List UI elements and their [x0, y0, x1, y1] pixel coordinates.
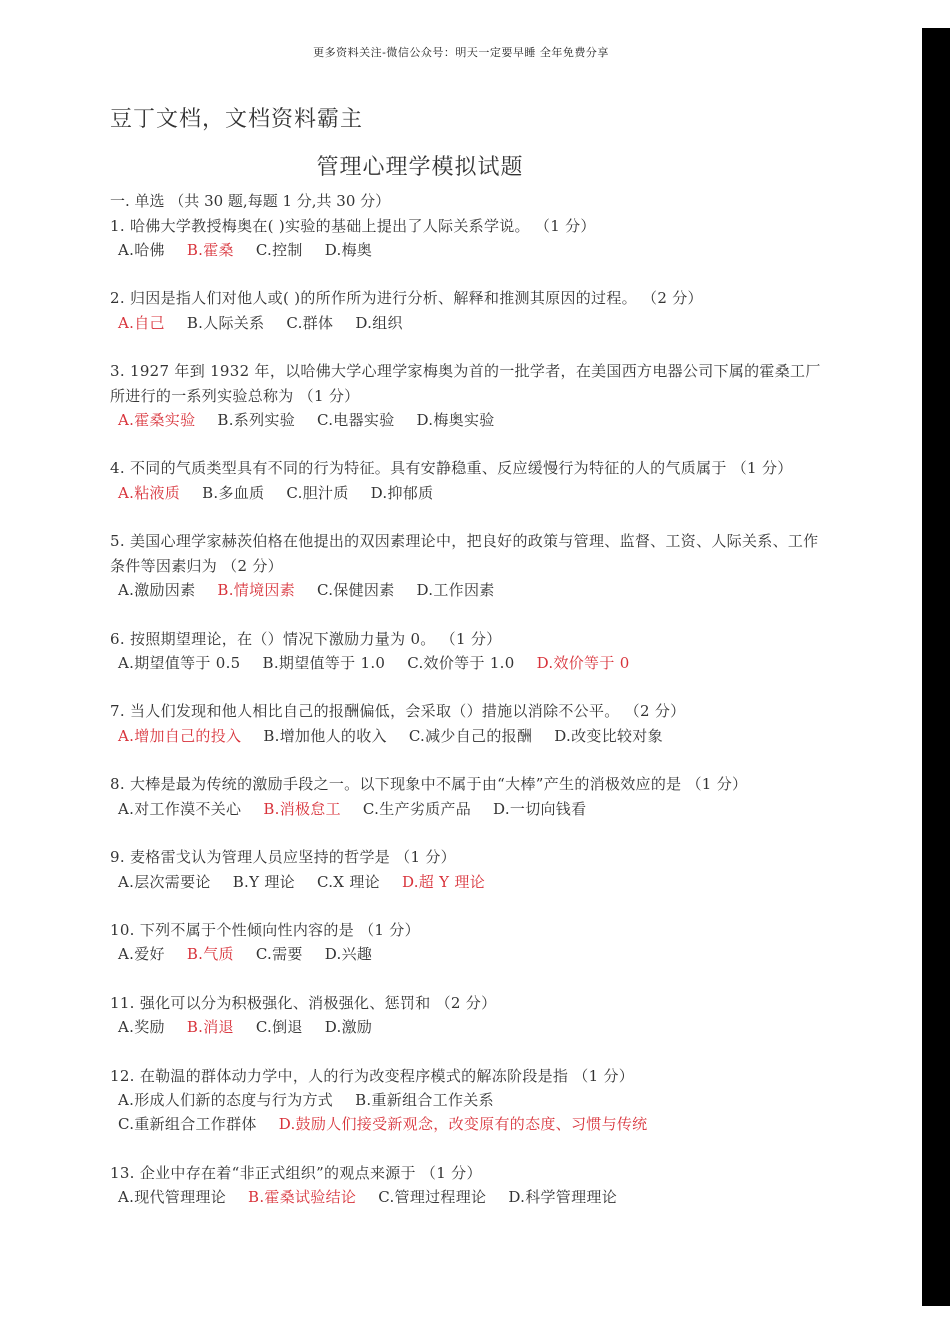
correct-answer-option: A.增加自己的投入: [118, 726, 242, 745]
question-list: [110, 214, 830, 1234]
question-text: 4. 不同的气质类型具有不同的行为特征。具有安静稳重、反应缓慢行为特征的人的气质属于 （1 分）: [110, 459, 793, 478]
option-row: [110, 797, 830, 821]
brand-heading: 豆丁文档，文档资料霸主: [110, 107, 364, 132]
correct-answer-option: B.消极怠工: [263, 799, 341, 818]
question-item: [110, 359, 830, 432]
answer-option: D.工作因素: [416, 580, 495, 599]
answer-option: C.控制: [255, 240, 303, 259]
option-row: [110, 651, 830, 675]
answer-option: B.期望值等于 1.0: [262, 653, 386, 672]
answer-option: A.哈佛: [118, 240, 165, 259]
answer-option: D.激励: [324, 1018, 373, 1037]
answer-option: A.形成人们新的态度与行为方式: [118, 1091, 334, 1110]
answer-option: A.现代管理理论: [118, 1188, 227, 1207]
option-row: [110, 870, 830, 894]
question-item: [110, 845, 830, 894]
answer-option: B.人际关系: [186, 313, 265, 332]
answer-option: C.倒退: [255, 1018, 303, 1037]
answer-option: D.改变比较对象: [554, 726, 663, 745]
question-item: [110, 456, 830, 505]
question-text: 9. 麦格雷戈认为管理人员应坚持的哲学是 （1 分）: [110, 848, 456, 867]
answer-option: D.一切向钱看: [493, 799, 587, 818]
correct-answer-option: B.霍桑试验结论: [248, 1188, 357, 1207]
question-text: 10. 下列不属于个性倾向性内容的是 （1 分）: [110, 921, 420, 940]
answer-option: C.效价等于 1.0: [407, 653, 515, 672]
answer-option: C.生产劣质产品: [362, 799, 472, 818]
answer-option: A.激励因素: [118, 580, 196, 599]
correct-answer-option: A.自己: [118, 313, 165, 332]
answer-option: B.增加他人的收入: [263, 726, 387, 745]
answer-option: D.梅奥: [324, 240, 373, 259]
answer-option: C.保健因素: [317, 580, 395, 599]
question-item: [110, 699, 830, 748]
question-text: 5. 美国心理学家赫茨伯格在他提出的双因素理论中，把良好的政策与管理、监督、工资、人际关系、工作条件等因素归为 （2 分）: [110, 532, 819, 575]
answer-option: A.对工作漠不关心: [118, 799, 242, 818]
correct-answer-option: B.情境因素: [217, 580, 295, 599]
answer-option: D.科学管理理论: [508, 1188, 618, 1207]
answer-option: C.管理过程理论: [378, 1188, 487, 1207]
answer-option: D.兴趣: [324, 945, 373, 964]
page-title: 管理心理学模拟试题: [316, 155, 524, 180]
answer-option: A.爱好: [118, 945, 165, 964]
answer-option: C.减少自己的报酬: [408, 726, 533, 745]
option-row: [110, 1015, 830, 1039]
option-row: [110, 1185, 830, 1209]
question-item: [110, 214, 830, 263]
answer-option: B.系列实验: [217, 410, 295, 429]
answer-option: C.电器实验: [317, 410, 395, 429]
answer-option: C.X 理论: [316, 872, 380, 891]
question-item: [110, 991, 830, 1040]
answer-option: B.重新组合工作关系: [355, 1091, 494, 1110]
question-text: 13. 企业中存在着“非正式组织”的观点来源于 （1 分）: [110, 1164, 482, 1183]
answer-option: C.群体: [286, 313, 334, 332]
correct-answer-option: D.效价等于 0: [536, 653, 630, 672]
option-row: [110, 311, 830, 335]
option-row: [110, 724, 830, 748]
option-row: [110, 942, 830, 966]
correct-answer-option: B.消退: [186, 1018, 234, 1037]
option-row: [110, 1112, 830, 1136]
answer-option: B.Y 理论: [232, 872, 295, 891]
question-text: 7. 当人们发现和他人相比自己的报酬偏低，会采取（）措施以消除不公平。 （2 分）: [110, 702, 686, 721]
question-text: 6. 按照期望理论，在（）情况下激励力量为 0。 （1 分）: [110, 629, 502, 648]
answer-option: A.层次需要论: [118, 872, 211, 891]
correct-answer-option: A.霍桑实验: [118, 410, 196, 429]
question-item: [110, 918, 830, 967]
correct-answer-option: D.超 Y 理论: [401, 872, 486, 891]
question-text: 12. 在勒温的群体动力学中，人的行为改变程序模式的解冻阶段是指 （1 分）: [110, 1066, 635, 1085]
answer-option: D.抑郁质: [370, 483, 434, 502]
question-item: [110, 1161, 830, 1210]
question-item: [110, 286, 830, 335]
answer-option: D.梅奥实验: [416, 410, 495, 429]
correct-answer-option: B.霍桑: [186, 240, 234, 259]
answer-option: C.需要: [255, 945, 303, 964]
correct-answer-option: A.粘液质: [118, 483, 181, 502]
answer-option: B.多血质: [202, 483, 265, 502]
question-item: [110, 627, 830, 676]
answer-option: A.期望值等于 0.5: [118, 653, 241, 672]
question-text: 3. 1927 年到 1932 年，以哈佛大学心理学家梅奥为首的一批学者，在美国西方电器公司下属的霍桑工厂所进行的一系列实验总称为 （1 分）: [110, 362, 821, 405]
section-heading: 一. 单选 （共 30 题,每题 1 分,共 30 分）: [110, 192, 391, 210]
question-text: 1. 哈佛大学教授梅奥在( )实验的基础上提出了人际关系学说。 （1 分）: [110, 216, 596, 235]
question-item: [110, 1064, 830, 1137]
option-row: [110, 1088, 830, 1112]
option-row: [110, 238, 830, 262]
answer-option: C.胆汁质: [286, 483, 349, 502]
header-watermark: 更多资料关注-微信公众号：明天一定要早睡 全年免费分享: [313, 46, 609, 59]
option-row: [110, 578, 830, 602]
answer-option: C.重新组合工作群体: [118, 1115, 257, 1134]
question-text: 11. 强化可以分为积极强化、消极强化、惩罚和 （2 分）: [110, 994, 497, 1012]
question-item: [110, 772, 830, 821]
answer-option: A.奖励: [118, 1018, 165, 1037]
correct-answer-option: D.鼓励人们接受新观念，改变原有的态度、习惯与传统: [278, 1115, 648, 1134]
option-row: [110, 481, 830, 505]
right-black-bar: [922, 28, 950, 1306]
option-row: [110, 408, 830, 432]
question-item: [110, 529, 830, 602]
question-text: 2. 归因是指人们对他人或( )的所作所为进行分析、解释和推测其原因的过程。 （2 分）: [110, 289, 703, 308]
correct-answer-option: B.气质: [186, 945, 234, 964]
question-text: 8. 大棒是最为传统的激励手段之一。以下现象中不属于由“大棒”产生的消极效应的是 （1 分）: [110, 775, 748, 794]
answer-option: D.组织: [355, 313, 403, 332]
